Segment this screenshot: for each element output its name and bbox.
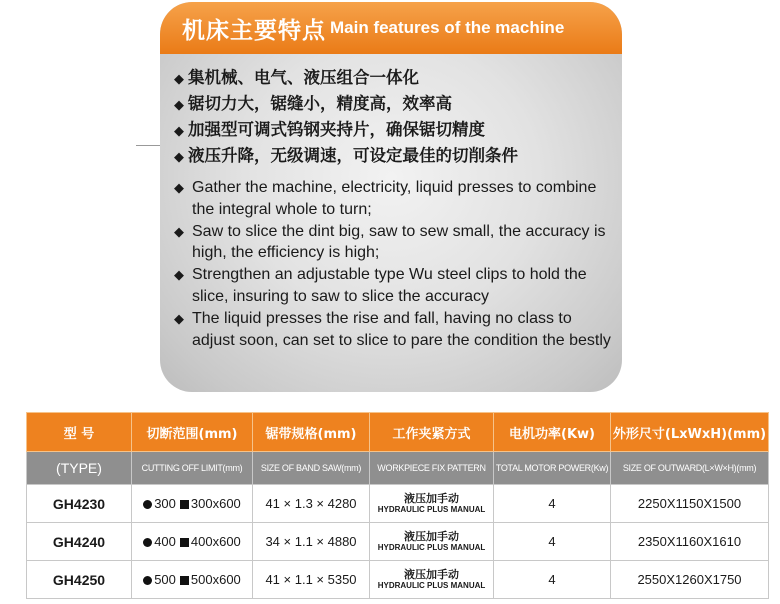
size-cell: 2550X1260X1750 xyxy=(611,561,769,599)
clamp-en: HYDRAULIC PLUS MANUAL xyxy=(377,505,486,514)
power-cell: 4 xyxy=(494,523,611,561)
clamp-zh: 液压加手动 xyxy=(404,568,459,581)
size-cell: 2250X1150X1500 xyxy=(611,485,769,523)
filled-circle-icon xyxy=(143,576,152,585)
cut-range-cell xyxy=(132,561,253,599)
header-cut-range: 切断范围(mm) xyxy=(132,413,253,452)
feature-item-en: ◆ Strengthen an adjustable type Wu steel clips to hold the slice, insuring to saw to slice the accuracy xyxy=(172,264,617,308)
header-cut-range-en: CUTTING OFF LIMIT(mm) xyxy=(132,452,253,485)
round-limit: 300 xyxy=(154,496,176,511)
header-clamp-en: WORKPIECE FIX PATTERN xyxy=(370,452,494,485)
band-spec-cell: 34 × 1.1 × 4880 xyxy=(253,523,370,561)
band-spec-cell: 41 × 1.1 × 5350 xyxy=(253,561,370,599)
spec-table xyxy=(26,412,769,599)
table-row xyxy=(27,561,769,599)
header-model: 型 号 xyxy=(27,413,132,452)
clamp-en: HYDRAULIC PLUS MANUAL xyxy=(377,543,486,552)
header-size-en: SIZE OF OUTWARD(L×W×H)(mm) xyxy=(611,452,769,485)
power-cell: 4 xyxy=(494,485,611,523)
model-cell: GH4230 xyxy=(27,485,132,523)
filled-circle-icon xyxy=(143,500,152,509)
table-header-en xyxy=(27,452,769,485)
model-cell: GH4240 xyxy=(27,523,132,561)
cut-range-cell xyxy=(132,485,253,523)
band-spec-cell: 41 × 1.3 × 4280 xyxy=(253,485,370,523)
cut-range-cell xyxy=(132,523,253,561)
clamp-cell xyxy=(370,485,494,523)
power-cell: 4 xyxy=(494,561,611,599)
size-cell: 2350X1160X1610 xyxy=(611,523,769,561)
header-band-spec: 锯带规格(mm) xyxy=(253,413,370,452)
header-band-spec-en: SIZE OF BAND SAW(mm) xyxy=(253,452,370,485)
clamp-cell xyxy=(370,561,494,599)
header-size: 外形尺寸(LxWxH)(mm) xyxy=(611,413,769,452)
feature-item-zh: ◆ 锯切力大，锯缝小，精度高，效率高 xyxy=(174,92,518,118)
filled-circle-icon xyxy=(143,538,152,547)
square-limit: 500x600 xyxy=(190,572,241,587)
header-type-en: (TYPE) xyxy=(27,452,132,485)
filled-square-icon xyxy=(180,576,189,585)
square-limit: 300x600 xyxy=(190,496,241,511)
features-list-en xyxy=(172,177,617,351)
header-clamp: 工作夹紧方式 xyxy=(370,413,494,452)
filled-square-icon xyxy=(180,538,189,547)
features-title-en: Main features of the machine xyxy=(330,18,565,37)
features-list-zh xyxy=(174,66,518,170)
clamp-zh: 液压加手动 xyxy=(404,530,459,543)
clamp-zh: 液压加手动 xyxy=(404,492,459,505)
features-panel xyxy=(160,2,622,392)
features-header xyxy=(160,2,622,54)
feature-item-en: ◆ Gather the machine, electricity, liquid presses to combine the integral whole to turn; xyxy=(172,177,617,221)
table-row xyxy=(27,485,769,523)
feature-item-en: ◆ Saw to slice the dint big, saw to sew small, the accuracy is high, the efficiency is high; xyxy=(172,221,617,265)
square-limit: 400x600 xyxy=(190,534,241,549)
clamp-cell xyxy=(370,523,494,561)
feature-item-zh: ◆ 加强型可调式钨钢夹持片，确保锯切精度 xyxy=(174,118,518,144)
features-title-zh: 机床主要特点 xyxy=(182,17,326,44)
feature-item-zh: ◆ 液压升降，无级调速，可设定最佳的切削条件 xyxy=(174,144,518,170)
header-power-en: TOTAL MOTOR POWER(Kw) xyxy=(494,452,611,485)
clamp-en: HYDRAULIC PLUS MANUAL xyxy=(377,581,486,590)
connector-line xyxy=(136,145,160,146)
feature-item-en: ◆ The liquid presses the rise and fall, having no class to adjust soon, can set to slice to pare the condition the bestly xyxy=(172,308,617,352)
feature-item-zh: ◆ 集机械、电气、液压组合一体化 xyxy=(174,66,518,92)
table-header-zh xyxy=(27,413,769,452)
header-power: 电机功率(Kw) xyxy=(494,413,611,452)
model-cell: GH4250 xyxy=(27,561,132,599)
filled-square-icon xyxy=(180,500,189,509)
round-limit: 500 xyxy=(154,572,176,587)
round-limit: 400 xyxy=(154,534,176,549)
table-row xyxy=(27,523,769,561)
